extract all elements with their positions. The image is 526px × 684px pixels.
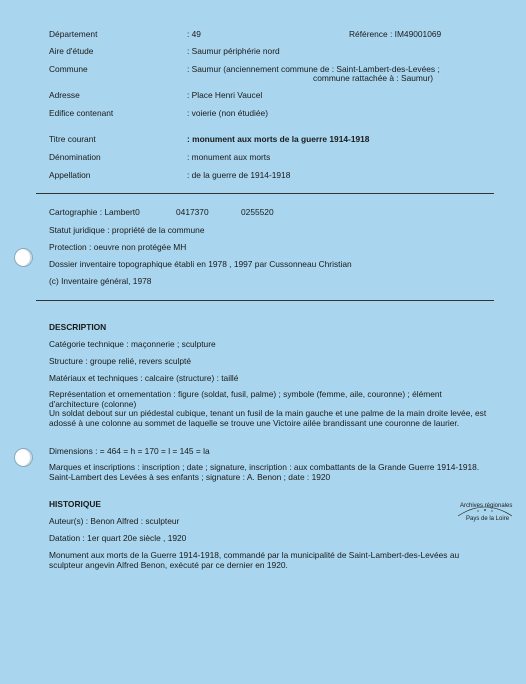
- commune-label: Commune: [49, 64, 88, 74]
- auteurs: Auteur(s) : Benon Alfred : sculpteur: [49, 516, 180, 526]
- edifice-label: Edifice contenant: [49, 108, 114, 118]
- categorie-technique: Catégorie technique : maçonnerie ; sculpture: [49, 339, 216, 349]
- adresse-value: : Place Henri Vaucel: [187, 90, 263, 100]
- aire-label: Aire d'étude: [49, 46, 94, 56]
- historique-heading: HISTORIQUE: [49, 499, 101, 509]
- structure: Structure : groupe relié, revers sculpté: [49, 356, 191, 366]
- edifice-value: : voierie (non étudiée): [187, 108, 269, 118]
- coord-y: 0255520: [241, 207, 274, 217]
- aire-value: : Saumur périphérie nord: [187, 46, 280, 56]
- binder-hole-bottom: [14, 448, 33, 467]
- adresse-label: Adresse: [49, 90, 80, 100]
- materiaux: Matériaux et techniques : calcaire (structure) : taillé: [49, 373, 239, 383]
- stamp-line1: Archives régionales: [460, 503, 513, 509]
- denomination-value: : monument aux morts: [187, 152, 271, 162]
- protection: Protection : oeuvre non protégée MH: [49, 242, 187, 252]
- stamp-line2: Pays de la Loire: [466, 516, 510, 522]
- dossier: Dossier inventaire topographique établi en 1978 , 1997 par Cussonneau Christian: [49, 259, 352, 269]
- representation: Représentation et ornementation : figure (soldat, fusil, palme) ; symbole (femme, aile, couronne) ; élément d'architecture (colonne): [49, 389, 442, 409]
- dimensions: Dimensions : = 464 = h = 170 = l = 145 = la: [49, 446, 210, 456]
- binder-hole-top: [14, 248, 33, 267]
- appellation-value: : de la guerre de 1914-1918: [187, 170, 291, 180]
- description-heading: DESCRIPTION: [49, 322, 107, 332]
- copyright: (c) Inventaire général, 1978: [49, 276, 152, 286]
- departement-value: : 49: [187, 29, 201, 39]
- titre-label: Titre courant: [49, 134, 96, 144]
- commune-value-line1: : Saumur (anciennement commune de : Saint-Lambert-des-Levées ;: [187, 64, 440, 74]
- statut-juridique: Statut juridique : propriété de la commune: [49, 225, 205, 235]
- commune-value-line2: commune rattachée à : Saumur): [313, 73, 434, 83]
- cartographie: Cartographie : Lambert0: [49, 207, 140, 217]
- representation-detail: Un soldat debout sur un piédestal cubique, tenant un fusil de la main gauche et une palme de la main droite levée, est adossé à une colonne au sommet de laquelle se trouve une Victoire ailée brandissant une couronne de laurier.: [49, 408, 487, 428]
- titre-value: : monument aux morts de la guerre 1914-1918: [187, 134, 370, 144]
- divider-middle: [36, 300, 494, 301]
- denomination-label: Dénomination: [49, 152, 101, 162]
- historique-text: Monument aux morts de la Guerre 1914-1918, commandé par la municipalité de Saint-Lambert-des-Levées au sculpteur angevin Alfred Benon, exécuté par ce dernier en 1920.: [49, 550, 460, 570]
- departement-label: Département: [49, 29, 98, 39]
- coord-x: 0417370: [176, 207, 209, 217]
- reference-number: Référence : IM49001069: [349, 29, 442, 39]
- divider-top: [36, 193, 494, 194]
- appellation-label: Appellation: [49, 170, 91, 180]
- marques-inscriptions: Marques et inscriptions : inscription ; date ; signature, inscription : aux combattants de la Grande Guerre 1914-1918. Saint-Lambert des Levées à ses enfants ; signature : A. Benon ; date : 1920: [49, 462, 480, 482]
- datation: Datation : 1er quart 20e siècle , 1920: [49, 533, 187, 543]
